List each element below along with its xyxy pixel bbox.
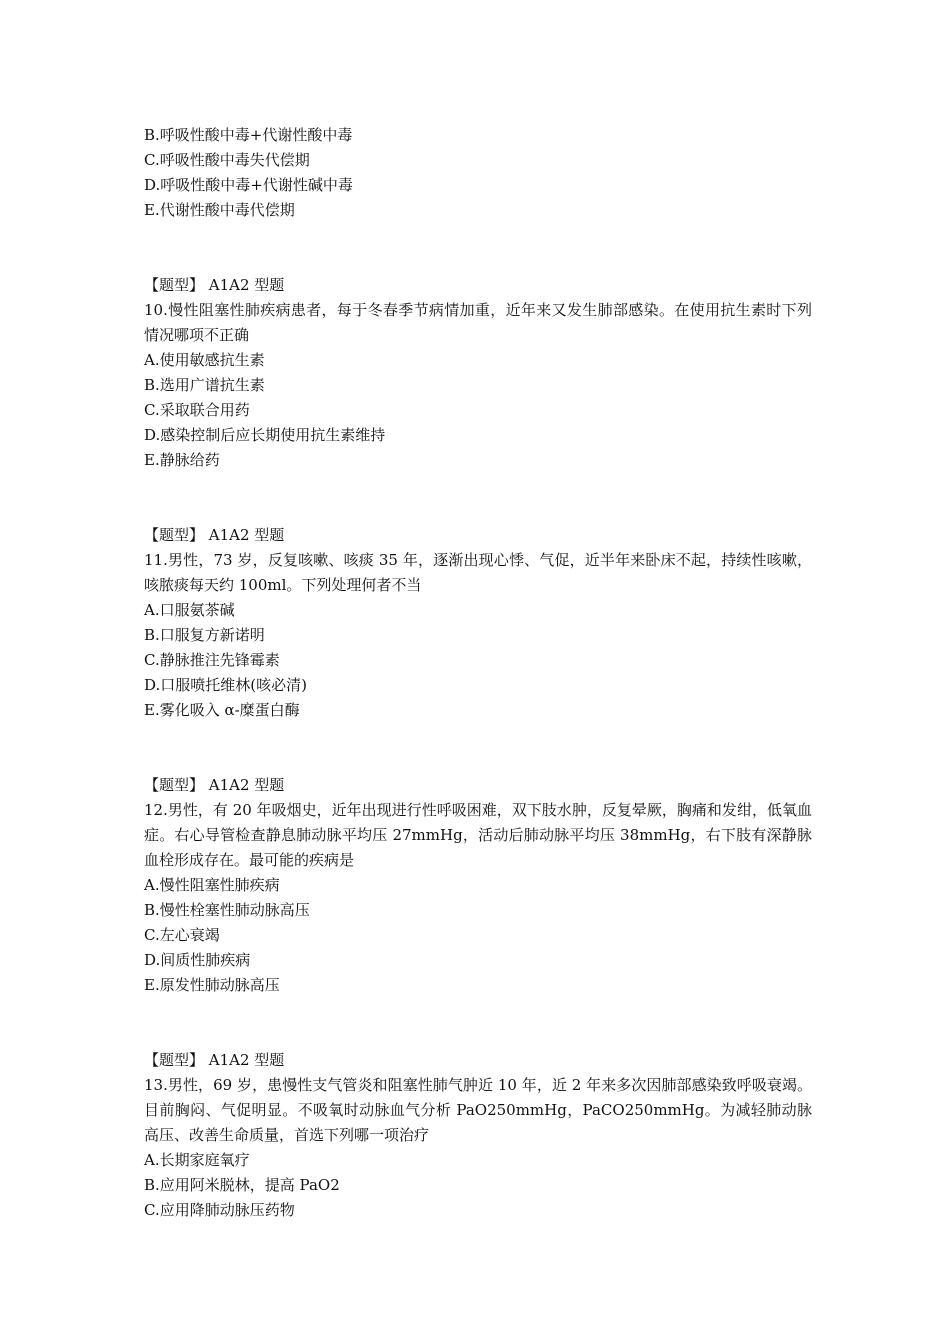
question-type-label: 【题型】 A1A2 型题: [144, 776, 285, 794]
option-e: E.原发性肺动脉高压: [144, 976, 280, 994]
option-a: A.口服氨茶碱: [144, 601, 235, 619]
option-e: E.静脉给药: [144, 451, 220, 469]
option-b: B.慢性栓塞性肺动脉高压: [144, 901, 310, 919]
question-stem: 10.慢性阻塞性肺疾病患者，每于冬春季节病情加重，近年来又发生肺部感染。在使用抗生素时下列情况哪项不正确: [144, 301, 812, 344]
option-c: C.左心衰竭: [144, 926, 220, 944]
prev-option-c: C.呼吸性酸中毒失代偿期: [144, 151, 310, 169]
option-d: D.间质性肺疾病: [144, 951, 251, 969]
question-stem: 13.男性，69 岁，患慢性支气管炎和阻塞性肺气肿近 10 年，近 2 年来多次因肺部感染致呼吸衰竭。目前胸闷、气促明显。不吸氧时动脉血气分析 PaO250mmHg，PaCO250mmHg。为减轻肺动脉高压、改善生命质量，首选下列哪一项治疗: [144, 1076, 812, 1144]
document-page: [144, 123, 812, 1223]
prev-option-e: E.代谢性酸中毒代偿期: [144, 201, 295, 219]
option-b: B.应用阿米脱林，提高 PaO2: [144, 1176, 340, 1194]
option-a: A.使用敏感抗生素: [144, 351, 265, 369]
spacer: [144, 998, 812, 1048]
option-b: B.选用广谱抗生素: [144, 376, 265, 394]
option-c: C.应用降肺动脉压药物: [144, 1201, 295, 1219]
option-a: A.长期家庭氧疗: [144, 1151, 250, 1169]
option-d: D.感染控制后应长期使用抗生素维持: [144, 426, 386, 444]
option-d: D.口服喷托维林(咳必清): [144, 676, 307, 694]
prev-option-d: D.呼吸性酸中毒+代谢性碱中毒: [144, 176, 353, 194]
question-stem: 11.男性，73 岁，反复咳嗽、咳痰 35 年，逐渐出现心悸、气促，近半年来卧床不起，持续性咳嗽，咳脓痰每天约 100ml。下列处理何者不当: [144, 551, 812, 594]
spacer: [144, 223, 812, 273]
question-type-label: 【题型】 A1A2 型题: [144, 276, 285, 294]
question-type-label: 【题型】 A1A2 型题: [144, 526, 285, 544]
option-c: C.采取联合用药: [144, 401, 250, 419]
option-b: B.口服复方新诺明: [144, 626, 265, 644]
question-type-label: 【题型】 A1A2 型题: [144, 1051, 285, 1069]
option-c: C.静脉推注先锋霉素: [144, 651, 280, 669]
spacer: [144, 473, 812, 523]
option-e: E.雾化吸入 α-糜蛋白酶: [144, 701, 300, 719]
prev-option-b: B.呼吸性酸中毒+代谢性酸中毒: [144, 126, 353, 144]
spacer: [144, 723, 812, 773]
question-stem: 12.男性，有 20 年吸烟史，近年出现进行性呼吸困难，双下肢水肿，反复晕厥，胸痛和发绀，低氧血症。右心导管检查静息肺动脉平均压 27mmHg，活动后肺动脉平均压 38mmHg，右下肢有深静脉血栓形成存在。最可能的疾病是: [144, 801, 812, 869]
option-a: A.慢性阻塞性肺疾病: [144, 876, 280, 894]
